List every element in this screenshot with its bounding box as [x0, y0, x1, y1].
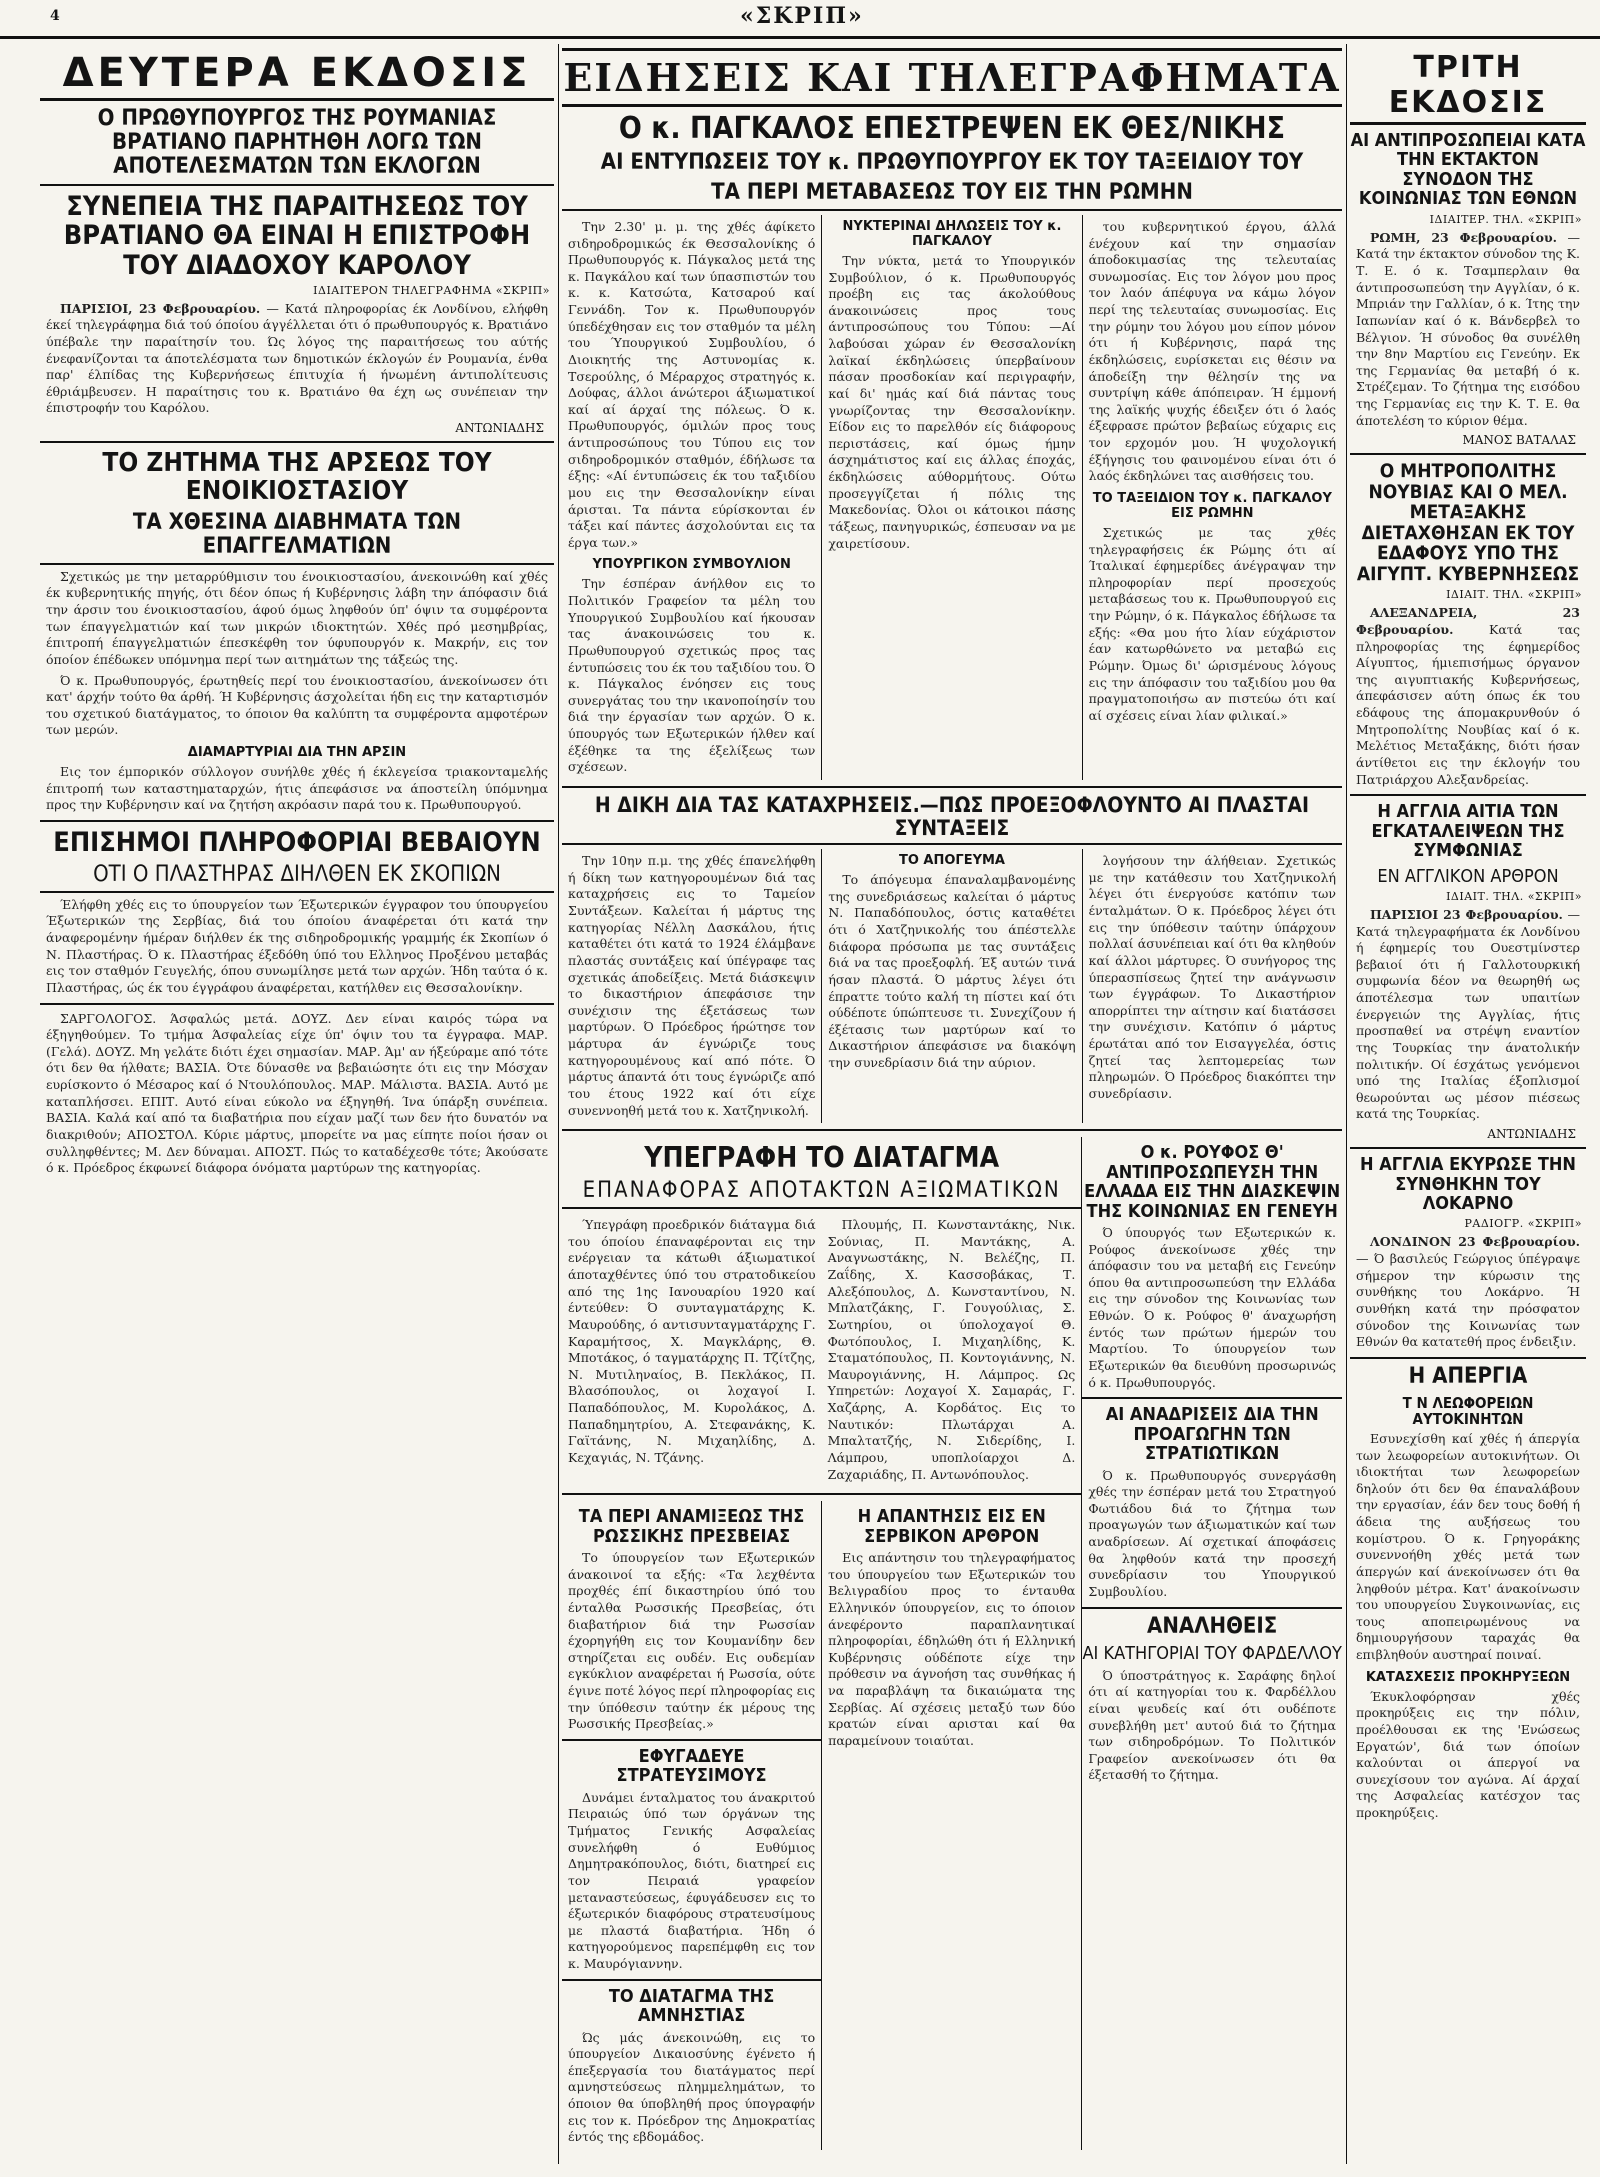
headline: ΑΙ ΚΑΤΗΓΟΡΙΑΙ ΤΟΥ ΦΑΡΔΕΛΛΟΥ — [1082, 1643, 1342, 1665]
article-body: — Κατά πληροφορίας έκ Λονδίνου, ελήφθη έκεί τηλεγράφημα διά τού όποίου άγγέλλεται ότι ό πρωθυπουργός κ. Βρατιάνο ύπέβαλε την παραίτησίν του. Ώς λόγος της παραιτήσεως του αύτής ένεφανίζονται τα άποτελέσματα των δημοτικών έκλογών έν Ρουμανία, ένθα παρ' έλπίδας της Κυβερνήσεως έπιτυχία ή ήνωμένη άντιπολίτευσις έθριάμβευσεν. Η παραίτησις του κ. Βρατιάνο θα έχη ως συνέπειαν την έπιστροφήν του Καρόλου. — [46, 300, 548, 416]
dateline: ΛΟΝΔΙΝΟΝ 23 Φεβρουαρίου. — [1370, 1234, 1580, 1250]
article-body: Ώς μάς άνεκοινώθη, εις το ύπουργείον Δικαιοσύνης έγένετο ή έπεξεργασία του διατάγματος περί αμνηστεύσεως πλημμελημάτων, το όποιον θα ύποβληθή προς ύπογραφήν εις τον κ. Πρόεδρον της Δημοκρατίας έντός της εβδομάδος. — [568, 2029, 816, 2145]
subheading: ΤΟ ΤΑΞΕΙΔΙΟΝ ΤΟΥ κ. ΠΑΓΚΑΛΟΥ ΕΙΣ ΡΩΜΗΝ — [1092, 490, 1332, 521]
byline: ΙΔΙΑΙΤΕΡΟΝ ΤΗΛΕΓΡΑΦΗΜΑ «ΣΚΡΙΠ» — [313, 283, 550, 297]
headline: ΕΦΥΓΑΔΕΥΕ ΣΤΡΑΤΕΥΣΙΜΟΥΣ — [616, 1745, 767, 1787]
article-serbian-reply — [822, 1507, 1081, 1749]
signature: ΑΝΤΩΝΙΑΔΗΣ — [455, 421, 544, 436]
dateline: ΡΩΜΗ, 23 Φεβρουαρίου. — [1370, 229, 1558, 245]
article-body: Την έσπέραν άνήλθον εις το Πολιτικόν Γραφείον τα μέλη του Υπουργικού Συμβουλίου καί ήκουσαν τας άνακοινώσεις του κ. Πρωθυπουργού σχετικώς προς τας έντυπώσεις του έκ του ταξιδίου του. Ό κ. Πάγκαλος ένόησεν εις τους συνεργάτας του την ικανοποίησίν του διά την έργασίαν των αρχών. Ό κ. ύπουργός των Εξωτερικών ήλθεν καί έξέθηκε τα της έξελίξεως των σχέσεων. — [568, 576, 816, 775]
article-body: Την νύκτα, μετά το Υπουργικόν Συμβούλιον, ό κ. Πρωθυπουργός προέβη εις τας άκολούθους άνακοινώσεις προς τους άντιπροσώπους του Τύπου: —Αί λαβούσαι χώραν έν Θεσσαλονίκη λαϊκαί έκδηλώσεις ύπερβαίνουν πάσαν προσδοκίαν καί περιγραφήν, καί δι' ημάς καί διά πάντας τους γνωρίζοντας την Θεσσαλονίκην. Είδον εις το παρελθόν είς διάφορους περιστάσεις, καί όμως ήμην άσχημάτιστος καί εις άλλας έποχάς, έκδηλώσεις αύθορμήτους. Ούτω προσεγγίζεται ή πόλις της Μακεδονίας. Όλοι οι κάτοικοι πάσης τάξεως, πανηγυρικώς, έσπευσαν να με χαιρετίσουν. — [828, 252, 1076, 551]
headline: Η ΑΠΕΡΓΙΑ — [1408, 1363, 1528, 1389]
headline: ΑΝΑΛΗΘΕΙΣ — [1147, 1613, 1278, 1639]
column-rule — [1346, 44, 1347, 2164]
headline: Τ Ν ΛΕΩΦΟΡΕΙΩΝ ΑΥΤΟΚΙΝΗΤΩΝ — [1402, 1393, 1534, 1428]
headline: ΤΑ ΠΕΡΙ ΜΕΤΑΒΑΣΕΩΣ ΤΟΥ ΕΙΣ ΤΗΝ ΡΩΜΗΝ — [562, 181, 1342, 211]
dateline: ΠΑΡΙΣΙΟΙ 23 Φεβρουαρίου. — [1370, 906, 1563, 922]
article-body: Το άπόγευμα έπαναλαμβανομένης της συνεδριάσεως καλείται ό μάρτυς Ν. Παπαδόπουλος, όστις καταθέτει ότι ό Χατζηνικολής του άπέστελλε διάφορα πρόσωπα με τας συντάξεις διά να τας προεξοφλή. Έξ αυτών τινά ήσαν πλαστά. Ό μάρτυς λέγει ότι έπραττε τούτο καλή τη πίστει καί ότι ούδέποτε ύπώπτευσε τι. Συνεχίζουν ή έξέτασις των μαρτύρων καί το Δικαστήριον άπεφάσισε να διακόψη την συνεδρίασιν διά την αύριον. — [828, 872, 1076, 1071]
headline: ΥΠΕΓΡΑΦΗ ΤΟ ΔΙΑΤΑΓΜΑ — [644, 1141, 1000, 1175]
right-column — [1350, 48, 1586, 2168]
article-pension-trial — [562, 794, 1342, 1123]
article-trial-dialogue — [40, 1011, 554, 1177]
center-section — [562, 48, 1342, 2168]
article-strike — [1350, 1365, 1586, 1822]
page-number: 4 — [50, 8, 60, 24]
article-body: Εσυνεχίσθη καί χθές ή άπεργία των λεωφορείων αυτοκινήτων. Οι ιδιοκτήται των λεωφορείων δηλούν ότι δεν θα έπαναλάβουν την εργασίαν, έάν δεν τους δοθή ή άδεια της αυξήσεως του κομίστρου. Ό κ. Γρηγοράκης συνεννοήθη χθές μετά των άπεργών καί άνεκοίνωσεν ότι θα ληφθούν μέτρα. Κατ' άνακοίνωσιν του υπουργείου Συγκοινωνίας, εις τους αποπειρωμένους να δημιουργήσουν ταραχάς θα επιβληθούν αυστηραί ποιναί. — [1356, 1430, 1580, 1663]
signature: ΜΑΝΟΣ ΒΑΤΑΛΑΣ — [1462, 433, 1576, 448]
article-body: Ό ύποστράτηγος κ. Σαράφης δηλοί ότι αί κατηγορίαι του κ. Φαρδέλλου είναι ψευδείς καί ότι ουδέποτε συνεβλήθη μετ' αυτού διά το ζήτημα των σιδηροδρόμων. Το Πολιτικόν Γραφείον ανεκοίνωσεν ότι θα έξετασθή το ζήτημα. — [1088, 1667, 1336, 1783]
left-column — [40, 48, 554, 2168]
newspaper-name: «ΣΚΡΙΠ» — [740, 3, 864, 29]
section-banner: ΕΙΔΗΣΕΙΣ ΚΑΙ ΤΗΛΕΓΡΑΦΗΜΑΤΑ — [562, 48, 1342, 107]
article-body: Την 10ην π.μ. της χθές έπανελήφθη ή δίκη των κατηγορουμένων διά τας καταχρήσεις εις το Ταμείον Συντάξεων. Καλείται ή μάρτυς της κατηγορίας Νέλλη Δασκάλου, ήτις καταθέτει ότι κατά το 1924 έλάμβανε πλαστάς συντάξεις καί ύπέγραφε τας σχετικάς άποδείξεις. Μετά διάσκεψιν το δικαστήριον άπεφάσισε την συνέχισιν της έξετάσεως των μαρτύρων. Ό Πρόεδρος ήρώτησε τον μάρτυρα άν έγνώριζε τους κατηγορουμένους καί από πότε. Ό μάρτυς άπαντά ότι τους έγνώριζε από του έτους 1922 καί ότι είχε συνεννοηθή μετά του κ. Χατζηνικολή. — [568, 853, 816, 1118]
headline: ΕΠΙΣΗΜΟΙ ΠΛΗΡΟΦΟΡΙΑΙ ΒΕΒΑΙΟΥΝ — [53, 826, 541, 858]
article-body: Ό κ. Πρωθυπουργός συνεργάσθη χθές την έσπέραν μετά του Στρατηγού Φωτιάδου διά το ζήτημα των προαγωγών των άξιωματικών καί των αναδρίσεων. Αί σχετικαί άποφάσεις θα ληφθούν κατά την προσεχή συνεδρίασιν του Υπουργικού Συμβουλίου. — [1088, 1467, 1336, 1599]
headline: Ο ΠΡΩΘΥΠΟΥΡΓΟΣ ΤΗΣ ΡΟΥΜΑΝΙΑΣ ΒΡΑΤΙΑΝΟ ΠΑΡΗΤΗΘΗ ΛΟΓΩ ΤΩΝ ΑΠΟΤΕΛΕΣΜΑΤΩΝ ΤΩΝ ΕΚΛΟΓΩΝ — [97, 106, 497, 179]
headline: Ο κ. ΠΑΓΚΑΛΟΣ ΕΠΕΣΤΡΕΨΕΝ ΕΚ ΘΕΣ/ΝΙΚΗΣ — [618, 111, 1286, 146]
headline: Η ΑΓΓΛΙΑ ΕΚΥΡΩΣΕ ΤΗΝ ΣΥΝΘΗΚΗΝ ΤΟΥ ΛΟΚΑΡΝΟ — [1360, 1154, 1576, 1214]
article-body: Κατά τας πληροφορίας της έφημερίδος Αίγυπτος, ήμιεπισήμως όργανον της αιγυπτιακής Κυβερνήσεως, άπεφάσισεν αύτη όπως έκ του εδάφους της άπομακρυνθούν ό Μητροπολίτης Νουβίας καί ό κ. Μελέτιος Μεταξάκης, διότι ήσαν άντίθετοι εις την έκλογήν του Πατριάρχου Αλεξανδρείας. — [1356, 621, 1580, 787]
signature: ΑΝΤΩΝΙΑΔΗΣ — [1487, 1127, 1576, 1142]
headline: ΤΑ ΧΘΕΣΙΝΑ ΔΙΑΒΗΜΑΤΑ ΤΩΝ ΕΠΑΓΓΕΛΜΑΤΙΩΝ — [40, 511, 554, 565]
byline: ΡΑΔΙΟΓΡ. «ΣΚΡΙΠ» — [1464, 1217, 1582, 1231]
article-body: λογήσουν την άλήθειαν. Σχετικώς με την κατάθεσιν του Χατζηνικολή λέγει ότι ένεργούσε κατόπιν των ένταλμάτων. Ό κ. Πρόεδρος λέγει ότι εις την ύπόθεσιν ταύτην ύπάρχουν πολλαί άσυνέπειαι καί ότι θα κληθούν καί άλλοι μάρτυρες. Ό συνήγορος της ύπερασπίσεως ζητεί την ανάγνωσιν των έγγράφων. Το Δικαστήριον απορρίπτει την αίτησιν καί διατάσσει την συνέχισιν. Κατόπιν ό μάρτυς έρωτάται από τον Εισαγγελέα, όστις ζητεί τας λεπτομερείας των πληρωμών. Ό Πρόεδρος διακόπτει την συνεδρίασιν. — [1088, 853, 1336, 1101]
article-rufos — [1082, 1143, 1342, 1784]
dateline: ΠΑΡΙΣΙΟΙ, 23 Φεβρουαρίου. — [60, 300, 261, 316]
article-body: Έλήφθη χθές εις το ύπουργείον των Έξωτερικών έγγραφον του ύπουργείου Έξωτερικών της Σερβίας, διά του όποίου άναφέρεται ότι κατά την άναφερομένην ήμέραν διήλθεν έκ της σιδηροδρομικής γραμμής έκ Σκοπίων ό Ν. Πλαστήρας. Ό κ. Πλαστήρας έξεδόθη ύπό του Ελληνος Προξένου μεταβάς εις τον σταθμόν Γευγελής, όπου συνωμίλησε μετά των αρχών. Ήδη ταύτα ό κ. Πλαστήρας, ώς έκ του έγγράφου άναφέρεται, κατήλθεν εις Θεσσαλονίκην. — [46, 896, 548, 995]
edition-banner: ΔΕΥΤΕΡΑ ΕΚΔΟΣΙΣ — [40, 48, 554, 101]
article-pangalos — [562, 113, 1342, 780]
article-body: του κυβερνητικού έργου, άλλά ένέχουν καί την σημασίαν άποδοκιμασίας της τελευταίας συνωμοσίας. Εις τον λόγον μου προς τον λαόν άπέφυγα να κάμω λόγον περί της τελευταίας συνωμοσίας. Εις την ρύμην του λόγου μου είπον μόνον ότι ή Κυβέρνησις, παρά της έκδηλώσεις, ευρίσκεται εις θέσιν να άποδείξη την θέλησίν της να συντρίψη κάθε άπόπειραν. Ή έμμονή της λαϊκής ψυχής έδειξεν ότι ό λαός έξεφρασε πρώτον βεβαίως εύχαρις εις τον ερχομόν μου. Ή ψυχολογική έξήγησις του φαινομένου είναι ότι ό λαός έκδηλώνει τας αισθήσεις του. — [1088, 218, 1336, 484]
article-body: Ύπεγράφη προεδρικόν διάταγμα διά του όποίου έπαναφέρονται εις την ενέργειαν τα κάτωθι άξιωματικοί άποταχθέντες ύπό του στρατοδικείου από της 1ης Ιανουαρίου 1920 καί έντεύθεν: Ό συνταγματάρχης Κ. Μαυρούδης, ό αντισυνταγματάρχης Γ. Καραμήτσος, Χ. Μαγκλάρης, Θ. Μποτάκος, ό ταγματάρχης Π. Τζίτζης, Ν. Μυτιληναίος, Β. Πεκλάκος, Π. Βλασόπουλος, οι λοχαγοί Ι. Παπαδόπουλος, Μ. Κυρολάκος, Δ. Παπαδημητρίου, Α. Στεφανάκης, Κ. Γαϊτάνης, Ν. Μιχαηλίδης, Δ. Κεχαγιάς, Ν. Τζάνης. — [568, 1217, 816, 1465]
headline: ΤΑ ΠΕΡΙ ΑΝΑΜΙΞΕΩΣ ΤΗΣ ΡΩΣΣΙΚΗΣ ΠΡΕΣΒΕΙΑΣ — [578, 1506, 805, 1547]
article-body: Δυνάμει ένταλματος του άνακριτού Πειραιώς ύπό των όργάνων της Τμήματος Γενικής Ασφαλείας συνελήφθη ό Ευθύμιος Δημητρακόπουλος, διότι, διατηρεί εις τον Πειραιά γραφείον μεταναστεύσεως, έφυγάδευσεν εις το έξωτερικόν διαφόρους στρατευσίμους με πλαστά διαβατήρια. Ήδη ό κατηγορούμενος παρεπέμφθη εις τον κ. Μαυρόγιαννην. — [568, 1789, 816, 1972]
subheading: ΔΙΑΜΑΡΤΥΡΙΑΙ ΔΙΑ ΤΗΝ ΑΡΣΙΝ — [187, 745, 407, 760]
headline: Η ΑΠΑΝΤΗΣΙΣ ΕΙΣ ΕΝ ΣΕΡΒΙΚΟΝ ΑΡΘΡΟΝ — [857, 1506, 1046, 1547]
article-body: —Κατά την έκτακτον σύνοδον της Κ. Τ. Ε. ό κ. Τσαμπερλαιν θα άντιπροσωπεύση την Αγγλίαν, ό κ. Μπριάν την Γαλλίαν, ό κ. Ίτης την Ιαπωνίαν καί ό κ. Βάνδερβελ το Βέλγιον. Ή σύνοδος θα συνέλθη την 8ην Μαρτίου εις Γενεύην. Εκ της Γερμανίας θα μεταβή ό κ. Στρέζεμαν. Το ζήτημα της εισόδου της Γερμανίας εις την Κ. Τ. Ε. θα άποτελέση το κύριον θέμα. — [1356, 229, 1580, 428]
article-body: Ό κ. Πρωθυπουργός, έρωτηθείς περί του ένοικιοστασίου, άνεκοίνωσεν ότι κατ' άρχήν τούτο θα άρθή. Ή Κυβέρνησις άσχολείται ήδη εις την καταρτισμόν του σχετικού διατάγματος, το όποιον θα καλύπτη τα συμφέροντα αμφοτέρων των μερών. — [46, 672, 548, 738]
headline: Η ΔΙΚΗ ΔΙΑ ΤΑΣ ΚΑΤΑΧΡΗΣΕΙΣ.—ΠΩΣ ΠΡΟΕΞΟΦΛΟΥΝΤΟ ΑΙ ΠΛΑΣΤΑΙ ΣΥΝΤΑΞΕΙΣ — [562, 794, 1342, 845]
article-locarno — [1350, 1155, 1586, 1351]
article-league — [1350, 131, 1586, 447]
headline: ΑΙ ΑΝΑΔΡΙΣΕΙΣ ΔΙΑ ΤΗΝ ΠΡΟΑΓΩΓΗΝ ΤΩΝ ΣΤΡΑΤΙΩΤΙΚΩΝ — [1105, 1404, 1319, 1465]
article-body: Έκυκλοφόρησαν χθές προκηρύξεις εις την πόλιν, προέλθουσαι εκ της 'Ενώσεως Εργατών', διά των όποίων καλούνται οι άπεργοί να συνεχίσουν τον αγώνα. Αί άρχαί της Ασφαλείας κατέσχον τας προκηρύξεις. — [1356, 1688, 1580, 1821]
article-body: Το ύπουργείον των Εξωτερικών άνακοινοί τα εξής: «Τα λεχθέντα προχθές έπί δικαστηρίου ύπό του ένταλθα Ρωσσικής Πρεσβείας, ότι διαβατήριον διά την Ρωσσίαν έχορηγήθη εις τον Κουμανίδην δεν στηρίζεται εις ουδέν. Εις ουδεμίαν εγκύκλιον αναφέρεται ή Ρωσσία, ούτε έγινε ποτέ λόγος περί πληροφορίας εις την ύπόθεσιν ταύτην έκ μέρους της Ρωσσικής Πρεσβείας.» — [568, 1550, 816, 1732]
dateline: ΑΛΕΞΑΝΔΡΕΙΑ, 23 Φεβρουαρίου. — [1356, 605, 1580, 637]
byline: ΙΔΙΑΙΤΕΡ. ΤΗΛ. «ΣΚΡΙΠ» — [1429, 212, 1582, 226]
article-body: Ό ύπουργός των Εξωτερικών κ. Ρούφος άνεκοίνωσε χθές την άπόφασιν του να μεταβή εις Γενεύην όπου θα αντιπροσωπεύση την Ελλάδα εις την σύνοδον της Κοινωνίας των Εθνών. Ό κ. Ρούφος θ' άναχωρήση έντός των πρώτων ήμερών του Μαρτίου. Το ύπουργείον των Εξωτερικών θα διευθύνη προσωρινώς ό κ. Πρωθυπουργός. — [1088, 1224, 1336, 1390]
byline: ΙΔΙΑΙΤ. ΤΗΛ. «ΣΚΡΙΠ» — [1446, 588, 1582, 602]
headline: Ο κ. ΡΟΥΦΟΣ Θ' ΑΝΤΙΠΡΟΣΩΠΕΥΣΗ ΤΗΝ ΕΛΛΑΔΑ ΕΙΣ ΤΗΝ ΔΙΑΣΚΕΨΙΝ ΤΗΣ ΚΟΙΝΩΝΙΑΣ ΕΝ ΓΕΝΕΥΗ — [1084, 1142, 1341, 1222]
article-rent-control — [40, 449, 554, 814]
article-body: Πλουμής, Π. Κωνσταντάκης, Νικ. Σούνιας, Π. Μαντάκης, Α. Αναγνωστάκης, Ν. Βελέζης, Π. Ζαΐδης, Χ. Κασσοβάκας, Τ. Αλεξόπουλος, Δ. Κωνσταντίνου, Ν. Μπλατζάκης, Γ. Γουγούλιας, Σ. Σωτηρίου, οι ύπολοχαγοί Θ. Φωτόπουλος, Ι. Μιχαηλίδης, Κ. Σταματόπουλος, Π. Κοντογιάννης, Ν. Μαυρογιάννης, Η. Λάμπρος. Ως Υπηρετών: Λοχαγοί Χ. Σαμαράς, Γ. Χαζάρης, Α. Κορδάτος. Εις το Ναυτικόν: Πλωτάρχαι Α. Μπαλτατζής, Ν. Σιδερίδης, Ι. Λάμπρου, υποπλοίαρχοι Δ. Ζαχαριάδης, Π. Αντωνόπουλος. — [827, 1217, 1076, 1482]
article-embassy — [562, 1507, 821, 1733]
article-body: Σχετικώς με τας χθές τηλεγραφήσεις έκ Ρώμης ότι αί Ίταλικαί έφημερίδες άνέγραψαν την πληροφορίαν περί προσεχούς μεταβάσεως του κ. Πρωθυπουργού εις την Ρώμην, ό κ. Πάγκαλος έδήλωσε τα εξής: «Θα μου ήτο λίαν εύχάριστον έαν κατωρθώνετο να μεταβώ εις Ρώμην. Όμως δι' ώρισμένους λόγους εις την άπόφασιν του ταξιδίου μου θα πραγματοποιήσω αν πιστεύω ότι καί αί σχέσεις είναι λίαν φιλικαί.» — [1088, 524, 1336, 723]
masthead — [0, 0, 1600, 39]
article-plastiras — [40, 828, 554, 997]
edition-banner: ΤΡΙΤΗ ΕΚΔΟΣΙΣ — [1350, 48, 1586, 125]
subheading: ΥΠΟΥΡΓΙΚΟΝ ΣΥΜΒΟΥΛΙΟΝ — [592, 557, 791, 573]
headline: ΣΥΝΕΠΕΙΑ ΤΗΣ ΠΑΡΑΙΤΗΣΕΩΣ ΤΟΥ ΒΡΑΤΙΑΝΟ ΘΑ ΕΙΝΑΙ Η ΕΠΙΣΤΡΟΦΗ ΤΟΥ ΔΙΑΔΟΧΟΥ ΚΑΡΟΛΟΥ — [63, 191, 531, 281]
headline: ΑΙ ΑΝΤΙΠΡΟΣΩΠΕΙΑΙ ΚΑΤΑ ΤΗΝ ΕΚΤΑΚΤΟΝ ΣΥΝΟΔΟΝ ΤΗΣ ΚΟΙΝΩΝΙΑΣ ΤΩΝ ΕΘΝΩΝ — [1350, 130, 1586, 210]
headline: ΕΠΑΝΑΦΟΡΑΣ ΑΠΟΤΑΚΤΩΝ ΑΞΙΩΜΑΤΙΚΩΝ — [562, 1179, 1081, 1209]
headline: Ο ΜΗΤΡΟΠΟΛΙΤΗΣ ΝΟΥΒΙΑΣ ΚΑΙ Ο ΜΕΛ. ΜΕΤΑΞΑΚΗΣ ΔΙΕΤΑΧΘΗΣΑΝ ΕΚ ΤΟΥ ΕΔΑΦΟΥΣ ΥΠΟ ΤΗΣ ΑΙΓΥΠΤ. ΚΥΒΕΡΝΗΣΕΩΣ — [1356, 460, 1580, 585]
article-body: Την 2.30' μ. μ. της χθές άφίκετο σιδηροδρομικώς έκ Θεσσαλονίκης ό Πρωθυπουργός κ. Πάγκαλος μετά της κ. Παγκάλου καί των ύπασπιστών του κ. κ. Κατσώτα, Κατσαρού καί Γεννάδη. Τον κ. Πρωθυπουργόν ύπεδέχθησαν εις τον σταθμόν τα μέλη του Ύπουργικού Συμβουλίου, ό Διοικητής της Αστυνομίας κ. Τσερούλης, ό Μέραρχος στρατηγός κ. Δούφας, άλλοι άνώτεροι άξιωματικοί καί αί άρχαί της πόλεως. Ό κ. Πρωθυπουργός, όμιλών προς τους άντιπροσώπους του Τύπου εις τον σιδηροδρομικόν σταθμόν, έδήλωσε τα έξης: «Αί έντυπώσεις έκ του ταξιδίου μου εις την Θεσσαλονίκην είναι άρισται. Τα πάντα εύρίσκονται έν τάξει καί πάντες άσχολούνται εις τα έργα των.» — [568, 218, 816, 550]
byline: ΙΔΙΑΙΤ. ΤΗΛ. «ΣΚΡΙΠ» — [1446, 889, 1582, 903]
article-amnesty — [562, 1987, 821, 2146]
article-decree — [562, 1143, 1081, 1487]
article-body: Εις τον έμπορικόν σύλλογον συνήλθε χθές ή έκλεγείσα τριακονταμελής έπιτροπή των καταστηματαρχών, ήτις άπεφάσισε να άποστείλη ύπόμνημα προς την Κυβέρνησιν καί να ζητήση ακρόασιν παρά του κ. Πρωθυπουργού. — [46, 764, 548, 813]
article-body: Εις απάντησιν του τηλεγραφήματος του ύπουργείου των Εξωτερικών του Βελιγραδίου προς το ένταυθα Ελληνικόν ύπουργείον, εις το όποιον άνεφέροντο παραπλανητικαί πληροφορίαι, έδηλώθη ότι ή Ελληνική Κυβέρνησις ούδέποτε είχε την πρόθεσιν να άγνοήση τας συνθήκας ή να παραβλάψη τα δικαιώματα της Σερβίας. Αί σχέσεις μεταξύ των δύο κρατών είναι αρισται καί θα παραμείνουν τοιαύται. — [828, 1550, 1076, 1748]
article-romania — [40, 107, 554, 435]
headline: ΤΟ ΖΗΤΗΜΑ ΤΗΣ ΑΡΣΕΩΣ ΤΟΥ ΕΝΟΙΚΙΟΣΤΑΣΙΟΥ — [102, 448, 492, 507]
article-body: Σχετικώς με την μεταρρύθμισιν του ένοικιοστασίου, άνεκοινώθη καί χθές έκ κυβερνητικής πηγής, ότι δέον όπως ή Κυβέρνησις λάβη την άπόφασιν διά την άρσιν του ένοικιοστασίου, άφού όμως ληφθούν ύπ' όψιν τα συμφέροντα των έπαγγελματιών καί των μικρών ιδιοκτητών. Χθές πρό μεσημβρίας, έπιτροπή έπαγγελματιών έπεσκέφθη τον ύφυπουργόν κ. Μακρήν, εις τον όποίον έπέδωκεν υπόμνημα περί των αιτημάτων της τάξεώς της. — [46, 568, 548, 667]
article-body: ΣΑΡΓΟΛΟΓΟΣ. Άσφαλώς μετά. ΔΟΥΖ. Δεν είναι καιρός τώρα να έξηγηθούμεν. Το τμήμα Άσφαλείας είχε ύπ' όψιν του τα έγγραφα. ΜΑΡ. (Γελά). ΔΟΥΖ. Μη γελάτε διότι έχει σημασίαν. ΜΑΡ. Άμ' αν ήξεύραμε από τότε ότι δεν θα ήλθατε; ΒΑΣΙΑ. Ότε δύνασθε να βεβαιώσητε ότι εις την Μόσχαν ευρίσκοντο ό Μέσαρος καί ό Ντουλόπουλος. ΜΑΡ. Μάλιστα. ΒΑΣΙΑ. Αυτό με καταπλήσσει. ΕΠΙΤ. Αυτό είναι εύκολο να έξηγηθή. Ίνα ύπάρξη συνέπεια. ΒΑΣΙΑ. Καλά καί από τα διαβατήρια που είχαν μαζί των δεν ήτο δυνατόν να διακριθούν; ΑΠΟΣΤΟΛ. Κύριε μάρτυς, μπορείτε να μας είπητε ποίοι ήσαν οι συλληφθέντες; Μ. Δεν δύναμαι. ΑΠΟΣΤ. Πώς το καταδέχεσθε τότε; Άκούσατε ό κ. Πρόεδρος έκφωνεί διάφορα όνόματα μαρτύρων της κατηγορίας. — [46, 1010, 549, 1176]
headline: ΕΝ ΑΓΓΛΙΚΟΝ ΑΡΘΡΟΝ — [1377, 865, 1559, 887]
article-metropolitan — [1350, 461, 1586, 788]
column-rule — [558, 44, 559, 2164]
article-deserters — [562, 1747, 821, 1973]
headline: ΟΤΙ Ο ΠΛΑΣΤΗΡΑΣ ΔΙΗΛΘΕΝ ΕΚ ΣΚΟΠΙΩΝ — [40, 863, 554, 893]
article-body: —Κατά τηλεγραφήματα έκ Λονδίνου ή έφημερίς του Ουεστμίνστερ βεβαιοί ότι ή Γαλλοτουρκική συμφωνία δέον να θεωρηθή ως άποτέλεσμα των υπαιτίων ένεργειών της Αγγλίας, ήτις προσπαθεί να στρέψη εναντίον της Τουρκίας την άνατολικήν πολιτικήν. Οί έσχάτως γενόμενοι υπό της Ιταλίας έξοπλισμοί θεωρούνται ως μέσον πιέσεως κατά της Τουρκίας. — [1356, 906, 1580, 1122]
headline: ΤΟ ΔΙΑΤΑΓΜΑ ΤΗΣ ΑΜΝΗΣΤΙΑΣ — [608, 1985, 775, 2027]
article-england — [1350, 802, 1586, 1141]
subheading: ΤΟ ΑΠΟΓΕΥΜΑ — [898, 853, 1005, 869]
subheading: ΝΥΚΤΕΡΙΝΑΙ ΔΗΛΩΣΕΙΣ ΤΟΥ κ. ΠΑΓΚΑΛΟΥ — [842, 218, 1062, 249]
subheading: ΚΑΤΑΣΧΕΣΙΣ ΠΡΟΚΗΡΥΞΕΩΝ — [1365, 1669, 1571, 1685]
headline: Η ΑΓΓΛΙΑ ΑΙΤΙΑ ΤΩΝ ΕΓΚΑΤΑΛΕΙΨΕΩΝ ΤΗΣ ΣΥΜΦΩΝΙΑΣ — [1371, 801, 1565, 862]
article-body: — Ό βασιλεύς Γεώργιος ύπέγραψε σήμερον την κύρωσιν της συνθήκης του Λοκάρνο. Ή συνθήκη κατά την πρόσφατον σύνοδον της Κοινωνίας των Εθνών θα κατατεθή προς ένδειξιν. — [1356, 1251, 1580, 1350]
headline: ΑΙ ΕΝΤΥΠΩΣΕΙΣ ΤΟΥ κ. ΠΡΩΘΥΠΟΥΡΓΟΥ ΕΚ ΤΟΥ ΤΑΞΕΙΔΙΟΥ ΤΟΥ — [600, 150, 1304, 176]
